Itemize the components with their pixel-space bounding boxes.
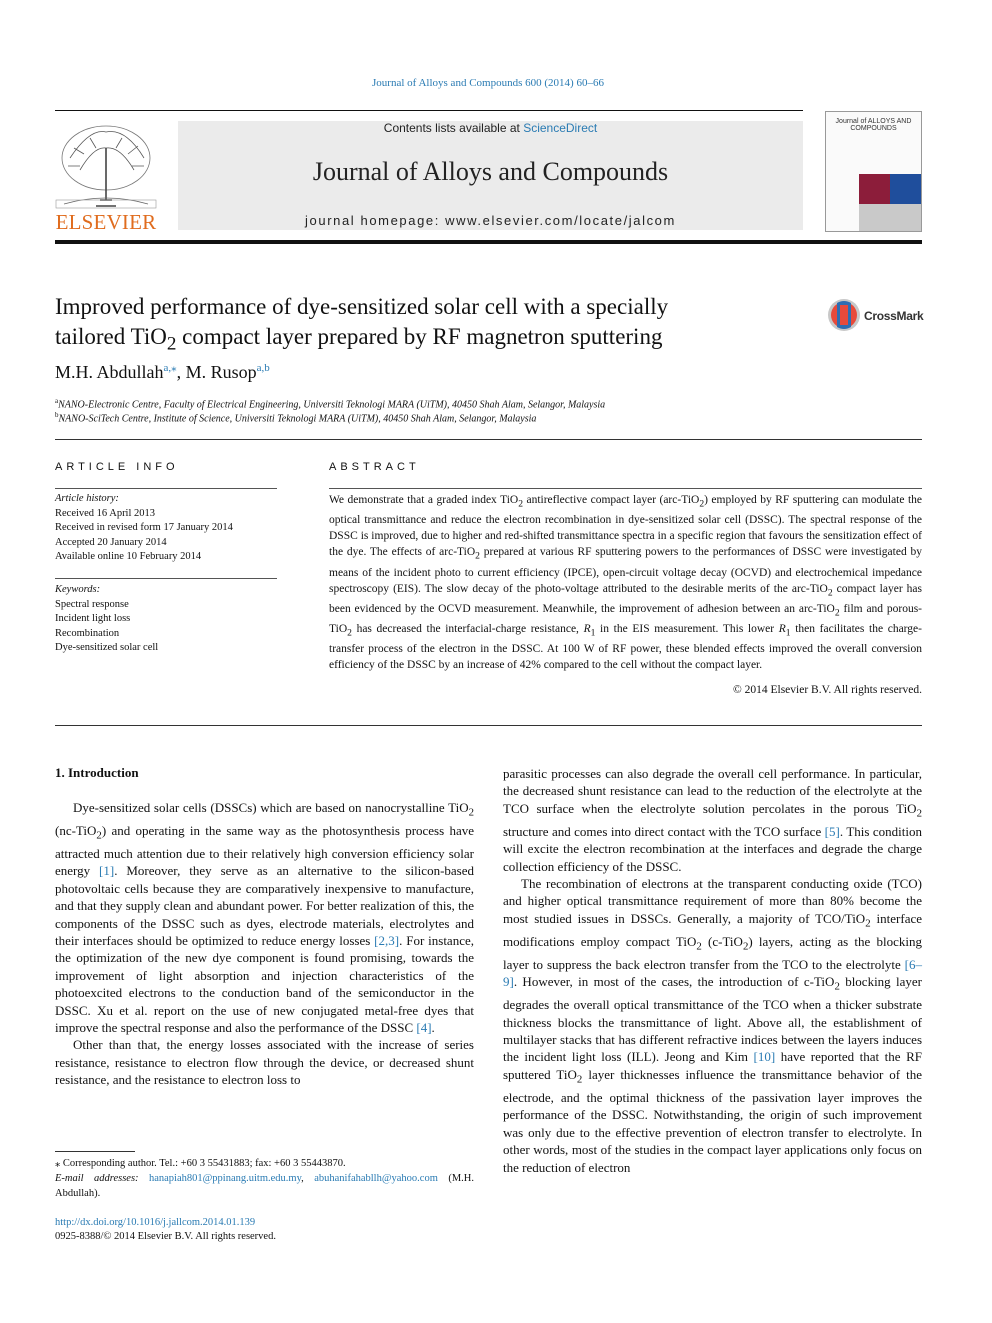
journal-cover-thumbnail[interactable] (825, 111, 922, 232)
subscript: 2 (576, 1073, 583, 1086)
body-column-left (55, 799, 474, 1089)
affil-marker: b (55, 411, 59, 419)
text-segment: Dye-sensitized solar cells (DSSCs) which are based on nanocrystalline TiO (73, 800, 469, 815)
author-affil-marker[interactable]: a,b (256, 362, 270, 374)
affiliation-a (55, 397, 605, 410)
paragraph (503, 765, 922, 875)
text-segment: . However, in most of the cases, the introduction of c-TiO (513, 974, 835, 990)
abstract-segment: antireflective compact layer (arc-TiO (523, 494, 700, 506)
journal-homepage[interactable] (178, 213, 803, 228)
text-segment: (nc-TiO (55, 823, 97, 838)
keywords-label: Keywords: (55, 584, 101, 595)
text-segment: structure and comes into direct contact with the TCO surface (503, 823, 825, 839)
text-segment: . For instance, the optimization of the new dye component is found promising, towards the improvement of light absorption and injection characteristics of the photoexcited electrons to the conduction band of the semiconductor in the DSSC. Xu et al. report on the use of new conjugated metal-free dyes that improve the spectral response and also the performance of the DSSC (55, 933, 474, 1036)
citation-link[interactable]: [2,3] (374, 933, 400, 949)
abstract-segment: has decreased the interfacial-charge resistance, (351, 623, 584, 636)
abstract-segment: in the EIS measurement. This lower (595, 623, 779, 636)
subscript: 2 (475, 550, 480, 562)
issn-line: 0925-8388/© 2014 Elsevier B.V. All rights reserved. (55, 1231, 276, 1242)
text-segment: ) and operating in the same way as the photosynthesis process have attracted much attention due to their relatively high conversion efficiency solar energy (55, 823, 474, 879)
article-history (55, 492, 277, 565)
contents-line (178, 121, 803, 135)
sciencedirect-link[interactable]: ScienceDirect (523, 121, 598, 135)
email-line (55, 1171, 474, 1201)
abstract-segment: compact layer has been evidenced by the OCVD measurement. Meanwhile, the improvement of adhesion between an arc-TiO (329, 582, 923, 615)
corresponding-author-line: ⁎ Corresponding author. Tel.: +60 3 55431883; fax: +60 3 55443870. (55, 1158, 346, 1169)
abstract-heading: ABSTRACT (329, 461, 420, 473)
subscript: 2 (347, 627, 352, 639)
history-item: Accepted 20 January 2014 (55, 536, 167, 548)
citation-link[interactable]: [4] (416, 1020, 432, 1036)
history-item: Received in revised form 17 January 2014 (55, 522, 233, 533)
symbol-r: R (583, 623, 591, 636)
author-separator: , (176, 362, 186, 382)
keyword: Incident light loss (55, 613, 131, 624)
abstract-segment: ) employed by RF sputtering can modulate the optical transmittance and reduce the electron recombination in dye-sensitized solar cell (DSSC). The spectral response of the DSSC is improved, due to higher and red-shifted transmittance spectra in a specific region that favours the sensitization effect of the dye. The effects of arc-TiO (329, 494, 922, 559)
contents-prefix: Contents lists available at (383, 121, 524, 135)
symbol-r: R (778, 623, 786, 636)
abstract-copyright: © 2014 Elsevier B.V. All rights reserved. (733, 684, 922, 696)
affiliation-b (55, 411, 536, 424)
history-item: Available online 10 February 2014 (55, 551, 202, 562)
section-heading-introduction: 1. Introduction (55, 765, 139, 780)
text-segment: (c-TiO (701, 933, 743, 949)
author-list (55, 361, 270, 383)
affil-marker: a (55, 397, 59, 405)
paragraph (55, 799, 474, 1036)
top-divider (55, 110, 803, 111)
text-segment: layer thicknesses influence the transmittance behavior of the electrode, and the optimal thickness of the passivation layer improves the performance of the DSSC. Notwithstanding, the origin of such improvement was only due to the effective prevention of electron transfer to electrolyte. In other words, most of the studies in the compact layer applications only focus on the reduction of electron (503, 1066, 922, 1175)
publisher-name: ELSEVIER (55, 210, 157, 234)
citation-link[interactable]: [10] (753, 1049, 776, 1065)
divider (55, 439, 922, 440)
info-divider (55, 488, 277, 489)
text-segment: have reported that the RF sputtered TiO (503, 1049, 922, 1082)
header-thick-divider (55, 240, 922, 244)
subscript: 2 (742, 940, 749, 953)
subscript: 2 (834, 607, 840, 619)
citation-link[interactable]: [5] (824, 823, 840, 839)
keywords (55, 583, 277, 656)
abstract-segment: We demonstrate that a graded index TiO (329, 494, 519, 506)
subscript: 2 (96, 829, 102, 842)
text-segment: parasitic processes can also degrade the overall cell performance. In particular, the decreased shunt resistance can lead to the reduction of the electrolyte at the TCO surface when the electrolyte solution percolates in the porous TiO (503, 766, 922, 816)
email-link[interactable]: abuhanifahabllh@yahoo.com (314, 1173, 438, 1184)
email-link[interactable]: hanapiah801@ppinang.uitm.edu.my (148, 1173, 302, 1184)
author-affil-marker[interactable]: a,⁎ (163, 362, 177, 374)
paragraph: Other than that, the energy losses associated with the increase of series resistance, resistance to electron flow through the device, or decreased shunt resistance, and the resistance to electron loss to (55, 1037, 474, 1088)
text-segment: . Moreover, they serve as an alternative to the silicon-based photovoltaic cells because they are comparatively inexpensive to manufacture, and that they supply clean and abundant power. For better realization of this, the components of the DSSC such as dyes, electrode materials, electrolytes and their interfaces should be optimized to reduce energy losses (55, 863, 474, 949)
doi-link[interactable]: http://dx.doi.org/10.1016/j.jallcom.2014.01.139 (55, 1217, 256, 1228)
abstract-text (329, 492, 922, 673)
author-name[interactable]: M. Rusop (185, 362, 257, 382)
email-label: E-mail addresses: (55, 1173, 149, 1184)
subscript: 2 (518, 498, 523, 510)
journal-reference[interactable]: Journal of Alloys and Compounds 600 (2014) 60–66 (372, 77, 604, 89)
history-label: Article history: (55, 493, 119, 504)
keyword: Recombination (55, 627, 120, 639)
history-item: Received 16 April 2013 (55, 507, 156, 519)
subscript: 1 (590, 627, 596, 639)
abstract-divider (329, 488, 922, 489)
title-line-2a: tailored TiO (55, 324, 167, 349)
article-info-heading: ARTICLE INFO (55, 461, 179, 473)
body-column-right (503, 765, 922, 1176)
abstract-segment: film and porous-TiO (329, 602, 922, 636)
cover-red-block (859, 174, 890, 204)
article-title (55, 292, 795, 360)
journal-title: Journal of Alloys and Compounds (312, 157, 669, 186)
cover-blue-block (890, 174, 921, 204)
subscript: 2 (699, 498, 705, 510)
paragraph (503, 875, 922, 1176)
subscript: 2 (468, 806, 474, 819)
title-subscript: 2 (166, 333, 177, 355)
citation-link[interactable]: [6–9] (503, 956, 922, 990)
subscript: 2 (827, 586, 833, 598)
cover-title: Journal of ALLOYS AND COMPOUNDS (835, 118, 912, 132)
divider (55, 725, 922, 726)
citation-link[interactable]: [1] (99, 863, 115, 879)
homepage-prefix: journal homepage: (305, 213, 446, 228)
subscript: 1 (785, 627, 791, 639)
affil-text: NANO-SciTech Centre, Institute of Science, Universiti Teknologi MARA (UiTM), 40450 Shah Alam, Selangor, Malaysia (58, 413, 537, 425)
homepage-url[interactable]: www.elsevier.com/locate/jalcom (445, 213, 676, 228)
cover-gray-block (859, 204, 921, 231)
email-owner: (M.H. Abdullah). (55, 1173, 474, 1199)
subscript: 2 (696, 940, 702, 953)
keyword: Dye-sensitized solar cell (55, 642, 159, 653)
text-segment: . This condition will excite the electron recombination at the interfaces and degrade the charge collection efficiency of the DSSC. (503, 823, 922, 874)
email-separator: , (301, 1173, 315, 1184)
author-name[interactable]: M.H. Abdullah (55, 362, 164, 382)
title-line-2b: compact layer prepared by RF magnetron sputtering (176, 324, 663, 349)
abstract-segment: prepared at various RF sputtering powers to the performances of DSSC were investigated by means of the incident photo to current efficiency (IPCE), open-circuit voltage decay (OCVD) and electrochemical impedance spectroscopy (EIS). The slow decay of the photo-voltage attributed to the desirable merits of the arc-TiO (329, 546, 922, 595)
footnote-divider (55, 1151, 135, 1152)
text-segment: ) layers, acting as the blocking layer to suppress the back electron transfer from the TCO to the electrolyte (503, 933, 922, 972)
text-segment: interface modifications employ compact TiO (503, 910, 922, 949)
affil-text: NANO-Electronic Centre, Faculty of Electrical Engineering, Universiti Teknologi MARA (UiTM), 40450 Shah Alam, Selangor, Malaysia (58, 399, 606, 411)
text-segment: The recombination of electrons at the transparent conducting oxide (TCO) and higher optical transmittance requirement of more than 80% become the most studied issues in DSSCs. Generally, a majority of TCO/TiO (503, 876, 922, 926)
info-divider (55, 578, 277, 579)
text-segment: . (431, 1020, 435, 1036)
crossmark-label[interactable]: CrossMark (864, 309, 924, 323)
keyword: Spectral response (55, 598, 129, 610)
subscript: 2 (916, 807, 922, 820)
abstract-segment: then facilitates the charge-transfer process of the electron in the DSSC. At 100 W of RF power, these blended effects improved the overall conversion efficiency of the DSSC by an increase of 42% compared to the cell without the compact layer. (329, 623, 922, 672)
subscript: 2 (865, 917, 871, 930)
title-line-1: Improved performance of dye-sensitized solar cell with a specially (55, 294, 669, 319)
subscript: 2 (834, 980, 840, 993)
corresponding-author-footnote (55, 1156, 474, 1201)
text-segment: blocking layer degrades the overall optical transmittance of the TCO when a thicker substrate thickness blocks the transmittance of light. Above all, the establishment of multilayer stacks that has different refractive indices between the layers induces the incident light loss (ILL). Jeong and Kim (503, 974, 923, 1065)
